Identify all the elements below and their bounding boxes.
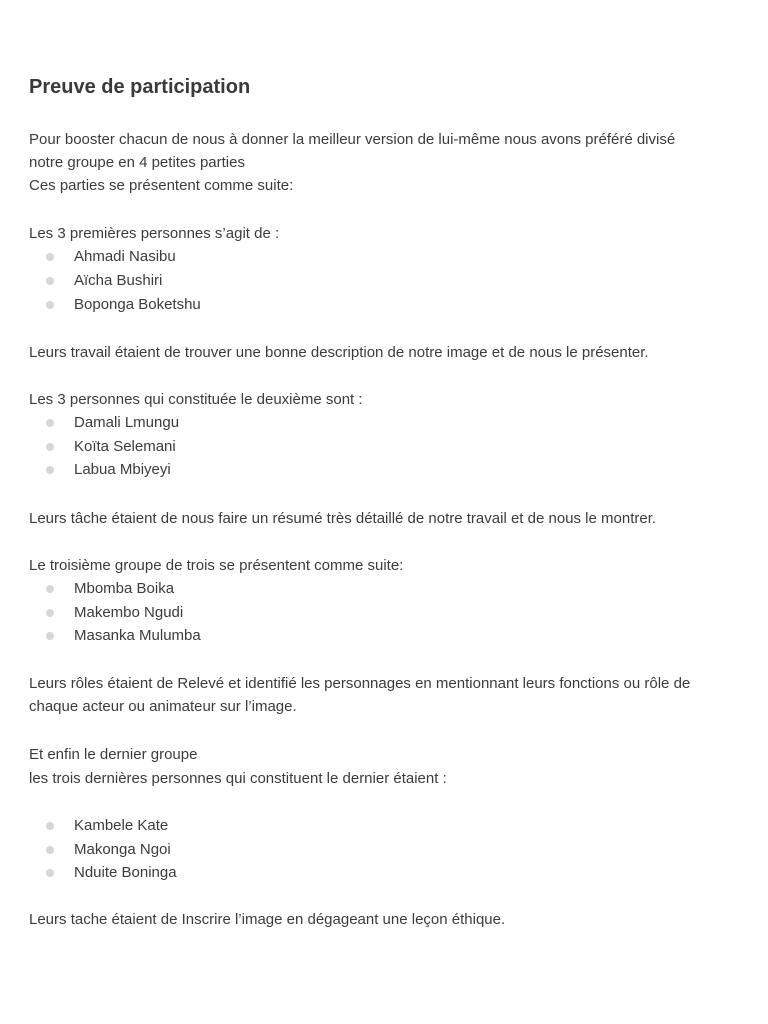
group2-member: Koïta Selemani	[74, 438, 176, 455]
group1-member: Ahmadi Nasibu	[74, 248, 176, 265]
intro-line-2: notre groupe en 4 petites parties	[29, 154, 245, 171]
group3-task-line-2: chaque acteur ou animateur sur l’image.	[29, 698, 297, 715]
bullet-icon	[46, 277, 54, 285]
bullet-icon	[46, 632, 54, 640]
group3-member: Makembo Ngudi	[74, 604, 184, 621]
group2-member: Labua Mbiyeyi	[74, 461, 171, 478]
bullet-icon	[46, 609, 54, 617]
bullet-icon	[46, 419, 54, 427]
group3-member: Mbomba Boika	[74, 580, 175, 597]
group1-heading: Les 3 premières personnes s’agit de :	[29, 225, 280, 242]
page-title: Preuve de participation	[29, 76, 251, 98]
intro-line-3: Ces parties se présentent comme suite:	[29, 177, 294, 194]
group4-heading-line-2: les trois dernières personnes qui constituent le dernier étaient :	[29, 770, 447, 787]
group1-member: Aïcha Bushiri	[74, 272, 163, 289]
group4-member: Makonga Ngoi	[74, 841, 171, 858]
group3-member: Masanka Mulumba	[74, 627, 201, 644]
group1-task: Leurs travail étaient de trouver une bonne description de notre image et de nous le présenter.	[29, 344, 649, 361]
bullet-icon	[46, 846, 54, 854]
group4-heading-line-1: Et enfin le dernier groupe	[29, 746, 198, 763]
bullet-icon	[46, 822, 54, 830]
group2-member: Damali Lmungu	[74, 414, 180, 431]
bullet-icon	[46, 301, 54, 309]
group1-member: Boponga Boketshu	[74, 296, 201, 313]
group3-heading: Le troisième groupe de trois se présentent comme suite:	[29, 557, 404, 574]
intro-line-1: Pour booster chacun de nous à donner la meilleur version de lui-même nous avons préféré divisé	[29, 131, 676, 148]
bullet-icon	[46, 253, 54, 261]
group3-task-line-1: Leurs rôles étaient de Relevé et identifié les personnages en mentionnant leurs fonctions ou rôle de	[29, 675, 691, 692]
group2-task: Leurs tâche étaient de nous faire un résumé très détaillé de notre travail et de nous le montrer.	[29, 510, 657, 527]
bullet-icon	[46, 466, 54, 474]
bullet-icon	[46, 443, 54, 451]
group4-member: Nduite Boninga	[74, 864, 177, 881]
group4-member: Kambele Kate	[74, 817, 169, 834]
group2-heading: Les 3 personnes qui constituée le deuxième sont :	[29, 391, 363, 408]
bullet-icon	[46, 869, 54, 877]
group4-task: Leurs tache étaient de Inscrire l’image en dégageant une leçon éthique.	[29, 911, 506, 928]
bullet-icon	[46, 585, 54, 593]
